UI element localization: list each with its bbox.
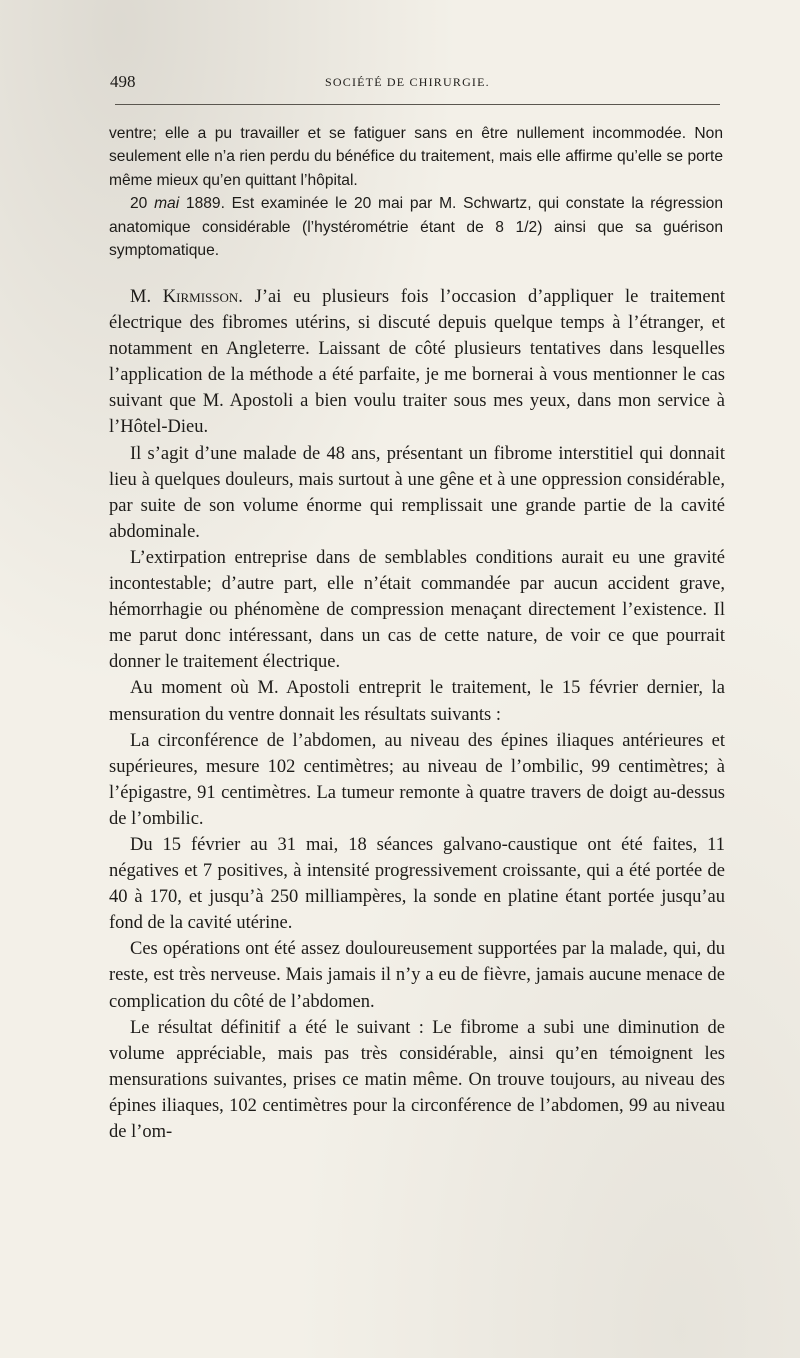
observation-paragraph-rest: Est examinée le 20 mai par M. Schwartz, qui constate la régression anatomique considérable (l’hystérométrie étant de 8 1/2) ainsi que sa guérison symptomatique. [109, 195, 723, 260]
discussion-paragraph-rest: J’ai eu plusieurs fois l’occasion d’appliquer le traitement électrique des fibromes utérins, si discuté depuis quelque temps à l’étranger, et notamment en Angleterre. Laissant de côté plusieurs tentatives dans lesquelles l’application de la méthode a été parfaite, je me bornerai à vous mentionner le cas suivant que M. Apostoli a bien voulu traiter sous mes yeux, dans mon service à l’Hôtel-Dieu. [109, 287, 725, 438]
speaker-name: Kirmisson. [162, 287, 243, 307]
discussion-paragraph [109, 284, 725, 441]
discussion-paragraph: Ces opérations ont été assez douloureusement supportées par la malade, qui, du reste, est très nerveuse. Mais jamais il n’y a eu de fièvre, jamais aucune menace de complication du côté de l’abdomen. [109, 939, 725, 1012]
discussion-paragraph: L’extirpation entreprise dans de semblables conditions aurait eu une gravité incontestable; d’autre part, elle n’était commandée par aucun accident grave, hémorrhagie ou phénomène de compression menaçant directement l’existence. Il me parut donc intéressant, dans un cas de cette nature, de voir ce que pourrait donner le traitement électrique. [109, 547, 725, 673]
discussion-paragraph: Le résultat définitif a été le suivant : Le fibrome a subi une diminution de volume appréciable, mais pas très considérable, ainsi qu’en témoignent les mensurations suivantes, prises ce matin même. On trouve toujours, au niveau des épines iliaques, 102 centimètres pour la circonférence de l’abdomen, 99 au niveau de l’om- [109, 1017, 725, 1142]
discussion-paragraph: Il s’agit d’une malade de 48 ans, présentant un fibrome interstitiel qui donnait lieu à quelques douleurs, mais surtout à une gêne et à une oppression considérable, par suite de son volume énorme qui remplissait une grande partie de la cavité abdominale. [109, 443, 725, 542]
observation-text [109, 122, 723, 262]
observation-dated-paragraph [109, 192, 723, 262]
observation-date-day: 20 [130, 195, 148, 213]
discussion-paragraph: La circonférence de l’abdomen, au niveau des épines iliaques antérieures et supérieures, mesure 102 centimètres; au niveau de l’ombilic, 99 centimètres; à l’épigastre, 91 centimètres. La tumeur remonte à quatre travers de doigt au-dessus de l’ombilic. [109, 730, 725, 829]
header-rule [115, 104, 720, 105]
discussion-text [109, 284, 725, 1145]
observation-date-month: mai [154, 195, 180, 213]
running-title: SOCIÉTÉ DE CHIRURGIE. [325, 75, 490, 89]
page-header [110, 72, 720, 100]
observation-date-year: 1889. [185, 195, 225, 213]
discussion-paragraph: Du 15 février au 31 mai, 18 séances galvano-caustique ont été faites, 11 négatives et 7 positives, à intensité progressivement croissante, qui a été portée de 40 à 170, et jusqu’à 250 milliampères, la sonde en platine étant portée jusqu’au fond de la cavité utérine. [109, 834, 725, 934]
discussion-paragraph: Au moment où M. Apostoli entreprit le traitement, le 15 février dernier, la mensuration du ventre donnait les résultats suivants : [109, 678, 725, 725]
speaker-prefix: M. [130, 287, 152, 307]
observation-paragraph: ventre; elle a pu travailler et se fatiguer sans en être nullement incommodée. Non seulement elle n’a rien perdu du bénéfice du traitement, mais elle affirme qu’elle se porte même mieux qu’en quittant l’hôpital. [109, 125, 723, 189]
page-number: 498 [110, 72, 136, 91]
